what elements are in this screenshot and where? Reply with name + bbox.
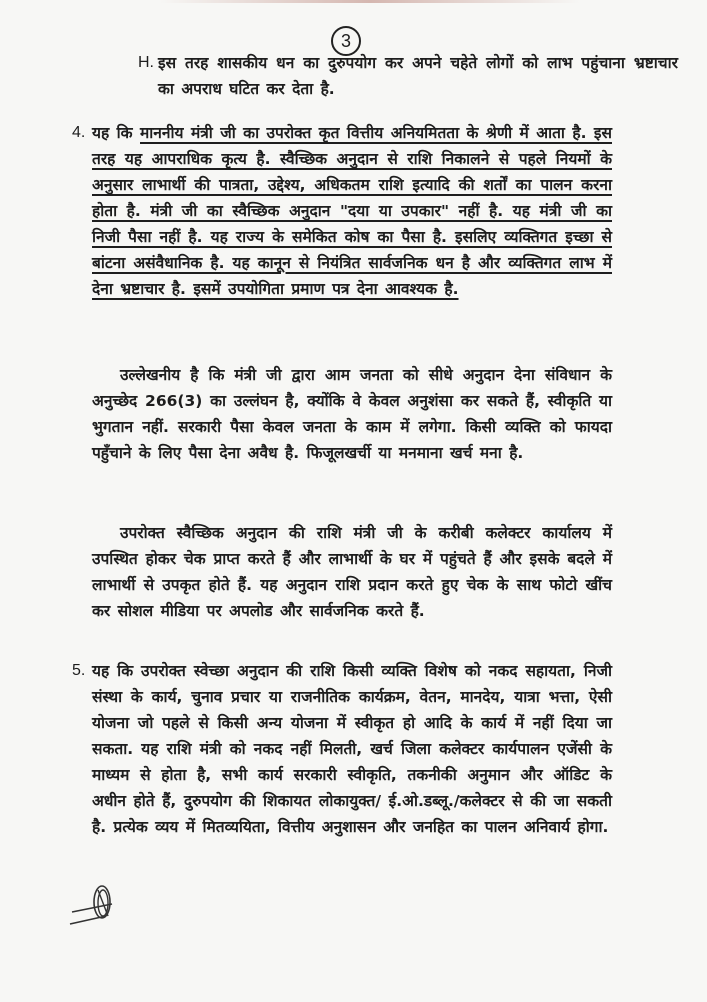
paragraph-text: यह कि उपरोक्त स्वेच्छा अनुदान की राशि किसी व्यक्ति विशेष को नकद सहायता, निजी संस्था के कार्य, चुनाव प्रचार या राजनीतिक कार्यक्रम, वेतन, मानदेय, यात्रा भत्ता, ऐसी योजना जो पहले से किसी अन्य योजना में स्वीकृत हो आदि के कार्य में नहीं दिया जा सकता. यह राशि मंत्री को नकद नहीं मिलती, खर्च जिला कलेक्टर कार्यपालन एजेंसी के माध्यम से होता है, सभी कार्य सरकारी स्वीकृति, तकनीकी अनुमान और ऑडिट के अधीन होते हैं, दुरुपयोग की शिकायत लोकायुक्त/ ई.ओ.डब्लू./कलेक्टर से की जा सकती है. प्रत्येक व्यय में मितव्ययिता, वित्तीय अनुशासन और जनहित का पालन अनिवार्य होगा. bbox=[92, 662, 612, 836]
paragraph-4 bbox=[72, 120, 612, 302]
paragraph-marker: 5. bbox=[72, 662, 86, 679]
signature-icon bbox=[64, 884, 124, 936]
scan-edge-shadow bbox=[160, 0, 580, 3]
page-number: 3 bbox=[331, 26, 361, 56]
paragraph-h bbox=[138, 50, 678, 102]
paragraph-note-article-266 bbox=[92, 362, 612, 466]
underlined-paragraph-text: माननीय मंत्री जी का उपरोक्त कृत वित्तीय अनियमितता के श्रेणी में आता है. इस तरह यह आपराधिक कृत्य है. स्वैच्छिक अनुदान से राशि निकालने से पहले नियमों के अनुसार लाभार्थी की पात्रता, उद्देश्य, अधिकतम राशि इत्यादि की शर्तों का पालन करना होता है. मंत्री जी का स्वैच्छिक अनुदान "दया या उपकार" नहीं है. यह मंत्री जी का निजी पैसा नहीं है. यह राज्य के समेकित कोष का पैसा है. इसलिए व्यक्तिगत इच्छा से बांटना असंवैधानिक है. यह कानून से नियंत्रित सार्वजनिक धन है और व्यक्तिगत लाभ में देना भ्रष्टाचार है. इसमें उपयोगिता प्रमाण पत्र देना आवश्यक है. bbox=[92, 124, 612, 298]
paragraph-marker: 4. bbox=[72, 124, 86, 141]
paragraph-text: इस तरह शासकीय धन का दुरुपयोग कर अपने चहेते लोगों को लाभ पहुंचाना भ्रष्टाचार का अपराध घटित कर देता है. bbox=[158, 54, 678, 98]
paragraph-text: उपरोक्त स्वैच्छिक अनुदान की राशि मंत्री जी के करीबी कलेक्टर कार्यालय में उपस्थित होकर चेक प्राप्त करते हैं और लाभार्थी के घर में पहुंचते हैं और इसके बदले में लाभार्थी से उपकृत होते हैं. यह अनुदान राशि प्रदान करते हुए चेक के साथ फोटो खींच कर सोशल मीडिया पर अपलोड और सार्वजनिक करते हैं. bbox=[92, 524, 612, 620]
paragraph-5 bbox=[72, 658, 612, 840]
paragraph-note-cheque bbox=[92, 520, 612, 624]
paragraph-lead: यह कि bbox=[92, 124, 141, 142]
paragraph-marker: H. bbox=[138, 54, 154, 71]
paragraph-text: उल्लेखनीय है कि मंत्री जी द्वारा आम जनता को सीधे अनुदान देना संविधान के अनुच्छेद 266(3) का उल्लंघन है, क्योंकि वे केवल अनुशंसा कर सकते हैं, स्वीकृति या भुगतान नहीं. सरकारी पैसा केवल जनता के काम में लगेगा. किसी व्यक्ति को फायदा पहुँचाने के लिए पैसा देना अवैध है. फिजूलखर्ची या मनमाना खर्च मना है. bbox=[92, 366, 612, 462]
